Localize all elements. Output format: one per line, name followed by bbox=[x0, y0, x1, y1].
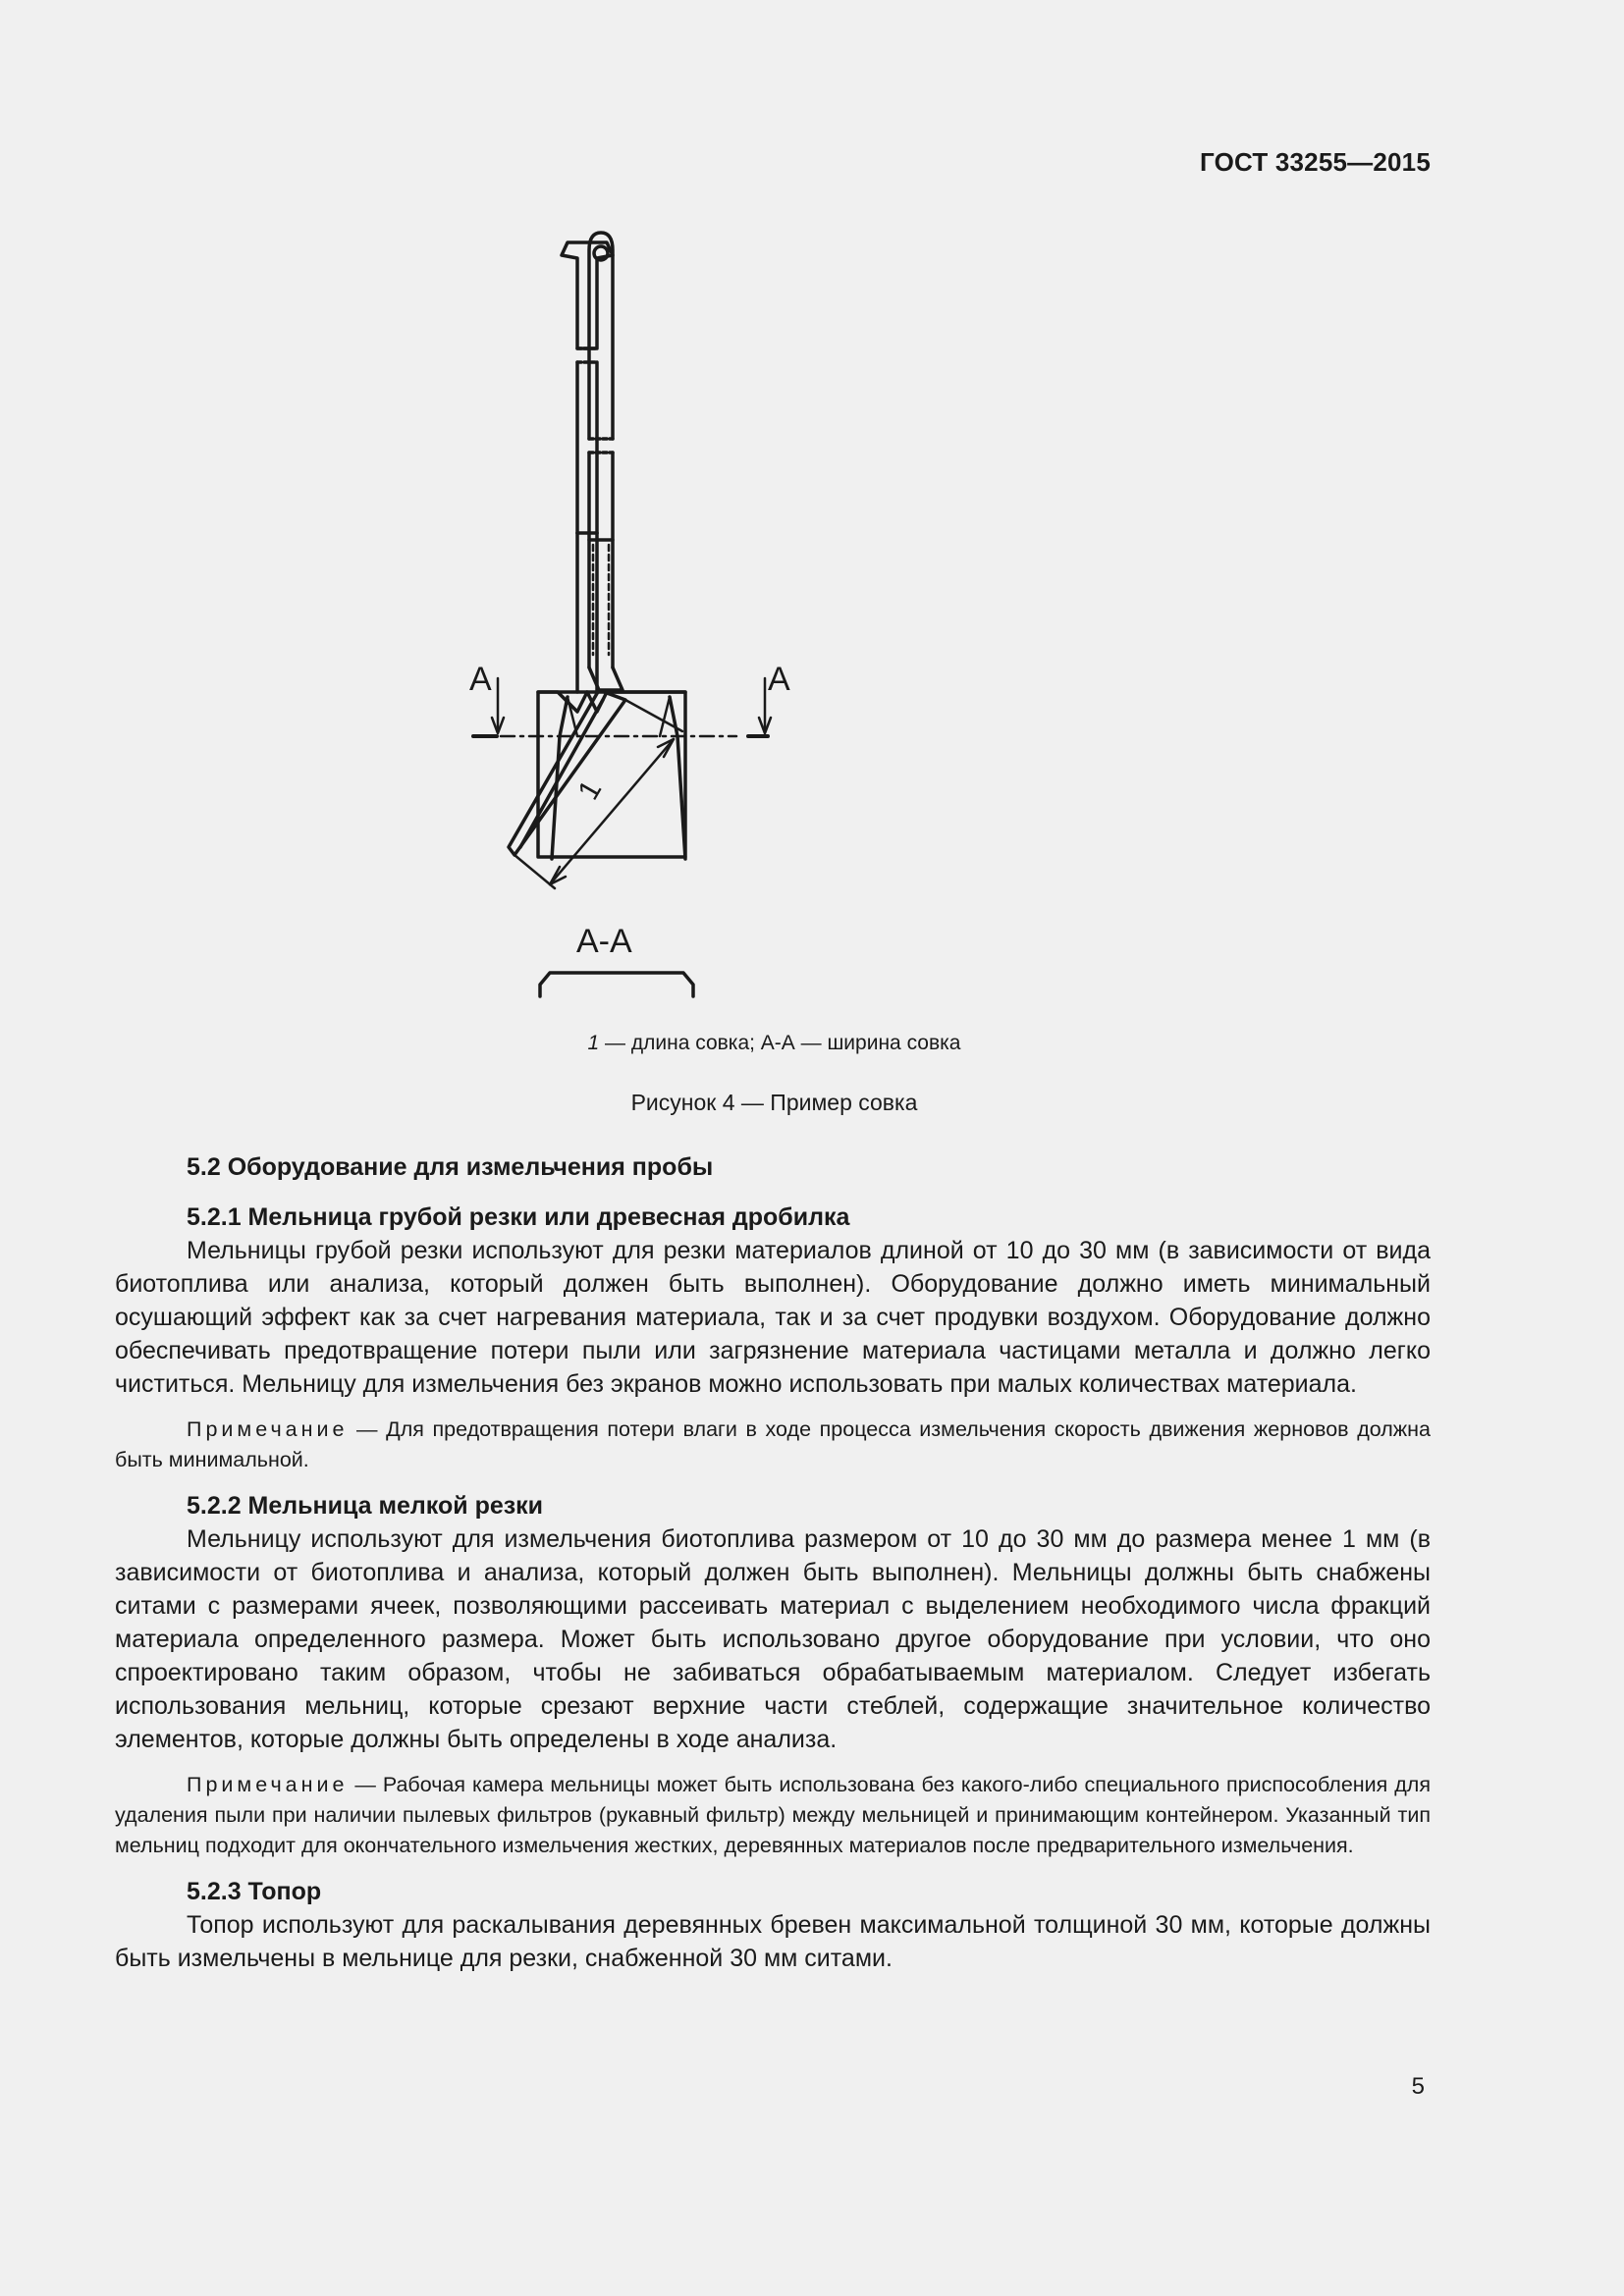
section-heading-5-2-1: 5.2.1 Мельница грубой резки или древесная дробилка bbox=[187, 1203, 850, 1231]
page-number: 5 bbox=[1411, 2073, 1425, 2100]
paragraph-5-2-3: Топор используют для раскалывания деревянных бревен максимальной толщиной 30 мм, которые должны быть измельчены в мельнице для резки, снабженной 30 мм ситами. bbox=[115, 1911, 1431, 1972]
side-view-handle bbox=[589, 233, 623, 690]
scoop-figure bbox=[469, 221, 1051, 1006]
note-5-2-2 bbox=[115, 1770, 1431, 1861]
paragraph-5-2-1: Мельницы грубой резки используют для резки материалов длиной от 10 до 30 мм (в зависимости от вида биотоплива или анализа, который должен быть выполнен). Оборудование должно иметь минимальный осушающий эффект как за счет нагревания материала, так и за счет продувки воздухом. Оборудование должно обеспечивать предотвращение потери пыли или загрязнение материала частицами металла и должно легко чиститься. Мельницу для измельчения без экранов можно использовать при малых количествах материала. bbox=[115, 1237, 1431, 1398]
section-heading-5-2-3: 5.2.3 Топор bbox=[187, 1878, 322, 1905]
dimension-label: 1 bbox=[571, 774, 609, 806]
side-view-blade bbox=[509, 690, 625, 855]
figure-caption: Рисунок 4 — Пример совка bbox=[630, 1090, 918, 1115]
section-heading-5-2-2: 5.2.2 Мельница мелкой резки bbox=[187, 1492, 544, 1520]
document-header: ГОСТ 33255—2015 bbox=[1200, 147, 1431, 177]
section-profile bbox=[540, 973, 693, 996]
cut-mark-left-label: A bbox=[469, 661, 492, 698]
section-heading-5-2: 5.2 Оборудование для измельчения пробы bbox=[187, 1153, 714, 1181]
front-view-handle bbox=[562, 242, 613, 692]
note-5-2-1 bbox=[115, 1415, 1431, 1475]
paragraph-5-2-2: Мельницу используют для измельчения биотоплива размером от 10 до 30 мм до размера менее 1 мм (в зависимости от биотоплива и анализа, который должен быть выполнен). Мельницы должны быть снабжены ситами с размерами ячеек, позволяющими рассеивать материал с выделением необходимого числа фракций материала определенного размера. Может быть использовано другое оборудование при условии, что оно спроектировано таким образом, чтобы не забиваться обрабатываемым материалом. Следует избегать использования мельниц, которые срезают верхние части стеблей, содержащие значительное количество элементов, которые должны быть определены в ходе анализа. bbox=[115, 1525, 1431, 1753]
section-label: A-A bbox=[576, 923, 632, 960]
legend-number: 1 bbox=[587, 1032, 600, 1054]
figure-legend bbox=[0, 1032, 1548, 1055]
note-text: — Для предотвращения потери влаги в ходе процесса измельчения скорость движения жерновов должна быть минимальной. bbox=[115, 1417, 1431, 1471]
cut-mark-right-label: A bbox=[768, 661, 790, 698]
legend-text: — длина совка; А-А — ширина совка bbox=[599, 1032, 961, 1054]
note-label: Примечание bbox=[187, 1417, 349, 1441]
note-label: Примечание bbox=[187, 1773, 349, 1796]
document-body bbox=[115, 1150, 1431, 1975]
scoop-drawing bbox=[469, 221, 1051, 1006]
note-text: — Рабочая камера мельницы может быть использована без какого-либо специального приспособления для удаления пыли при наличии пылевых фильтров (рукавный фильтр) между мельницей и принимающим контейнером. Указанный тип мельниц подходит для окончательного измельчения жестких, деревянных материалов после предварительного измельчения. bbox=[115, 1773, 1431, 1857]
